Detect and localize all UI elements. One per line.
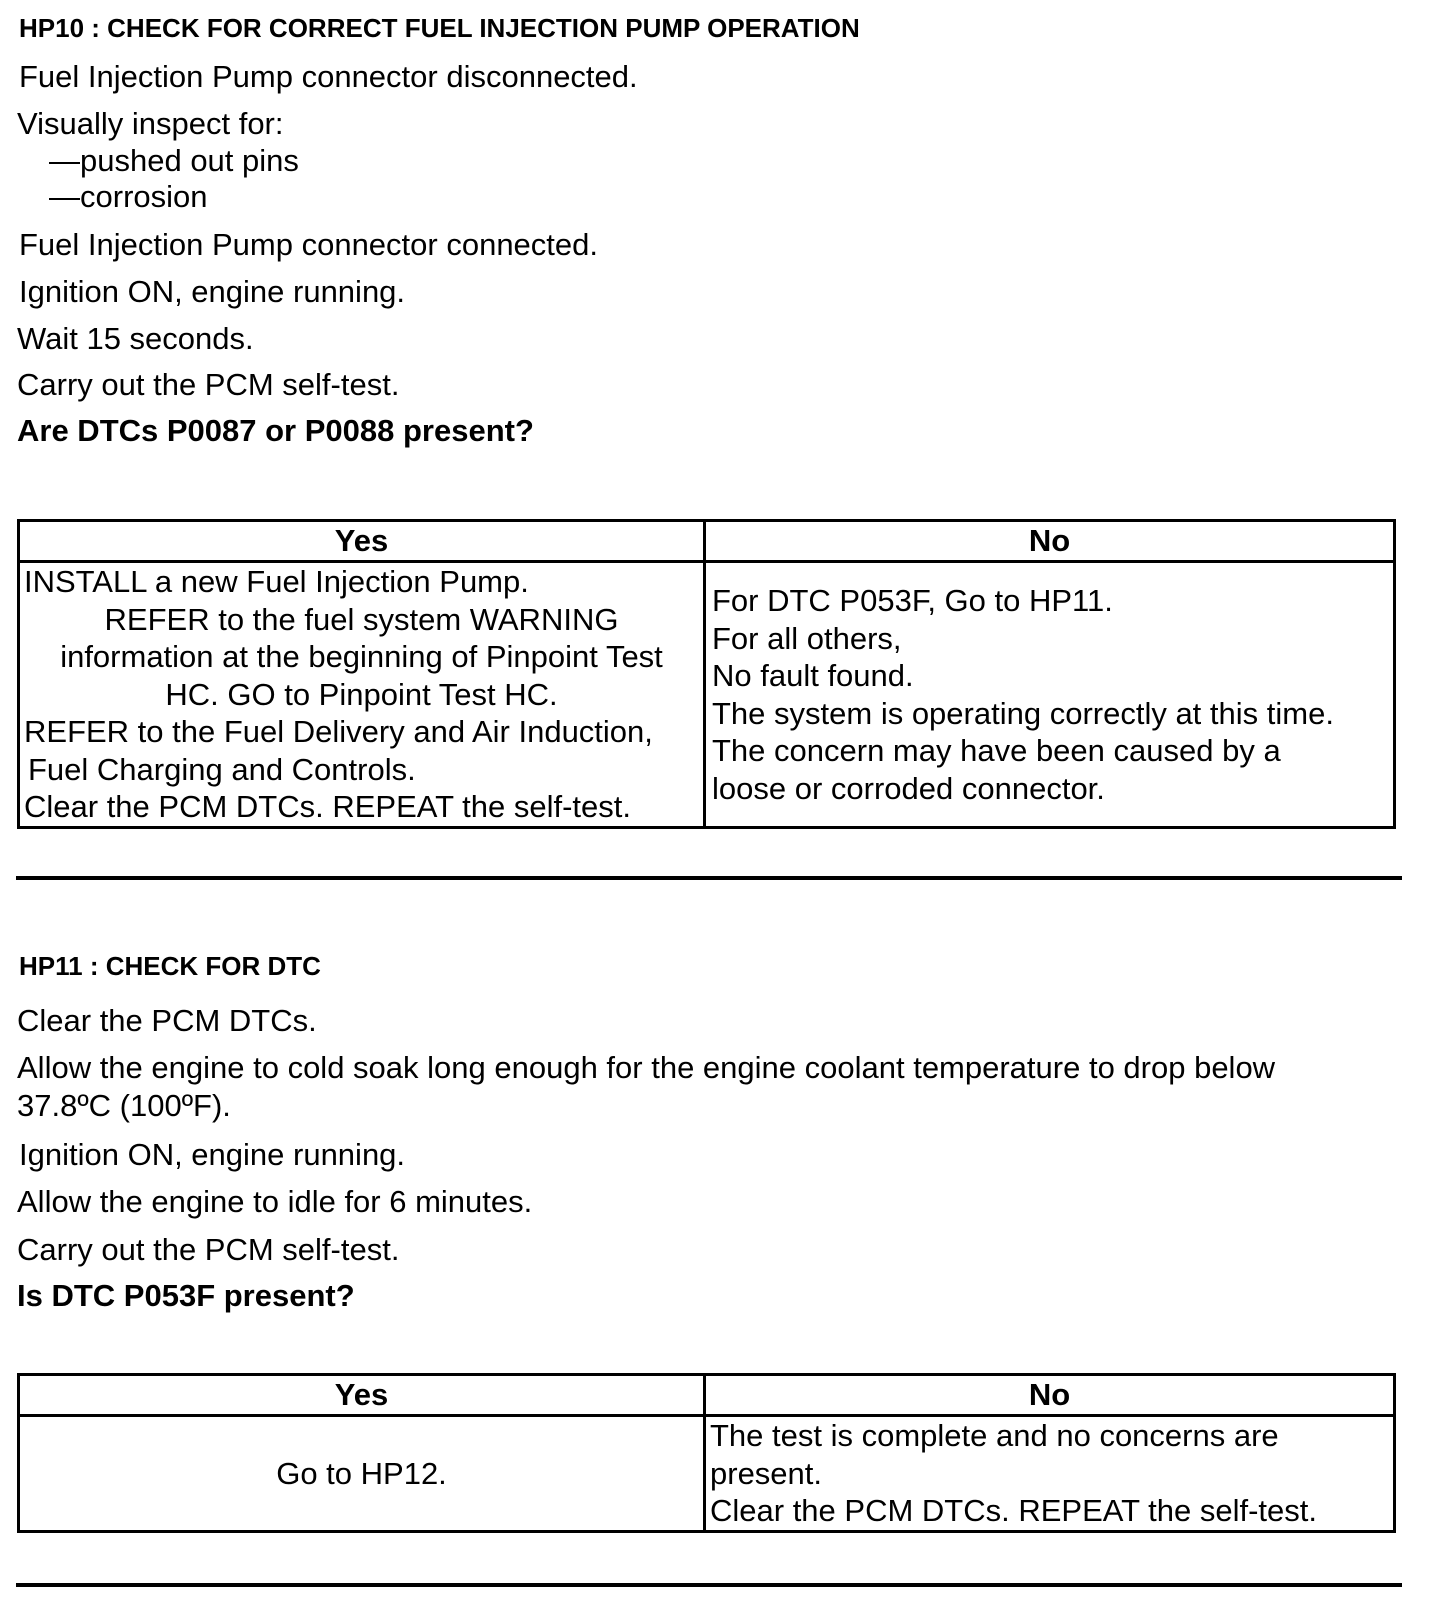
hp10-yes-line-7: Clear the PCM DTCs. REPEAT the self-test.	[24, 789, 631, 825]
hp10-decision-table	[17, 519, 1396, 829]
hp11-yes-text: Go to HP12.	[276, 1455, 447, 1491]
hp11-question: Is DTC P053F present?	[17, 1278, 355, 1313]
hp10-no-line-1: For DTC P053F, Go to HP11.	[712, 583, 1113, 618]
hp11-step-3: Ignition ON, engine running.	[19, 1137, 406, 1172]
hp11-step-2: Allow the engine to cold soak long enough for the engine coolant temperature to drop below	[17, 1050, 1276, 1085]
bottom-divider	[16, 1583, 1402, 1587]
hp11-no-header: No	[705, 1375, 1395, 1416]
hp10-step-3: Fuel Injection Pump connector connected.	[19, 227, 599, 262]
hp10-question: Are DTCs P0087 or P0088 present?	[17, 413, 534, 448]
hp10-step-2: Visually inspect for:	[17, 106, 284, 141]
hp11-no-line-2: present.	[710, 1455, 823, 1491]
hp11-title: HP11 : CHECK FOR DTC	[19, 951, 321, 981]
hp10-yes-line-2: REFER to the fuel system WARNING	[104, 601, 619, 637]
hp10-no-line-3: No fault found.	[712, 658, 914, 693]
hp11-no-line-1: The test is complete and no concerns are	[710, 1418, 1279, 1453]
hp10-step-1: Fuel Injection Pump connector disconnected.	[19, 59, 638, 94]
hp10-no-header: No	[705, 521, 1395, 562]
hp10-no-line-4: The system is operating correctly at this time.	[712, 695, 1334, 731]
hp10-no-cell	[705, 562, 1395, 828]
hp10-bullet-2: —corrosion	[49, 179, 208, 214]
hp10-yes-line-6: Fuel Charging and Controls.	[28, 751, 416, 787]
hp10-step-6: Carry out the PCM self-test.	[17, 367, 400, 402]
hp11-no-cell	[705, 1416, 1395, 1532]
hp10-no-line-5: The concern may have been caused by a	[712, 733, 1281, 768]
hp10-step-5: Wait 15 seconds.	[17, 321, 254, 356]
hp10-yes-line-3: information at the beginning of Pinpoint Test	[60, 639, 663, 675]
section-divider	[16, 876, 1402, 880]
hp11-no-line-3: Clear the PCM DTCs. REPEAT the self-test.	[710, 1493, 1317, 1528]
hp10-bullet-1: —pushed out pins	[49, 143, 299, 178]
hp11-decision-table	[17, 1373, 1396, 1533]
hp10-yes-cell	[19, 562, 705, 828]
hp11-step-4: Allow the engine to idle for 6 minutes.	[17, 1184, 533, 1219]
hp10-yes-header: Yes	[19, 521, 705, 562]
hp11-yes-cell	[19, 1416, 705, 1532]
hp10-yes-line-5: REFER to the Fuel Delivery and Air Induction,	[24, 714, 653, 750]
hp10-yes-line-4: HC. GO to Pinpoint Test HC.	[165, 676, 558, 712]
hp10-step-4: Ignition ON, engine running.	[19, 274, 406, 309]
hp11-yes-header: Yes	[19, 1375, 705, 1416]
hp10-yes-line-1: INSTALL a new Fuel Injection Pump.	[24, 564, 529, 600]
hp10-no-line-2: For all others,	[712, 620, 902, 656]
hp11-step-1: Clear the PCM DTCs.	[17, 1003, 317, 1038]
hp10-title: HP10 : CHECK FOR CORRECT FUEL INJECTION PUMP OPERATION	[19, 13, 860, 43]
hp10-no-line-6: loose or corroded connector.	[712, 770, 1105, 806]
hp11-step-5: Carry out the PCM self-test.	[17, 1232, 400, 1267]
hp11-step-2-cont: 37.8ºC (100ºF).	[17, 1088, 231, 1123]
